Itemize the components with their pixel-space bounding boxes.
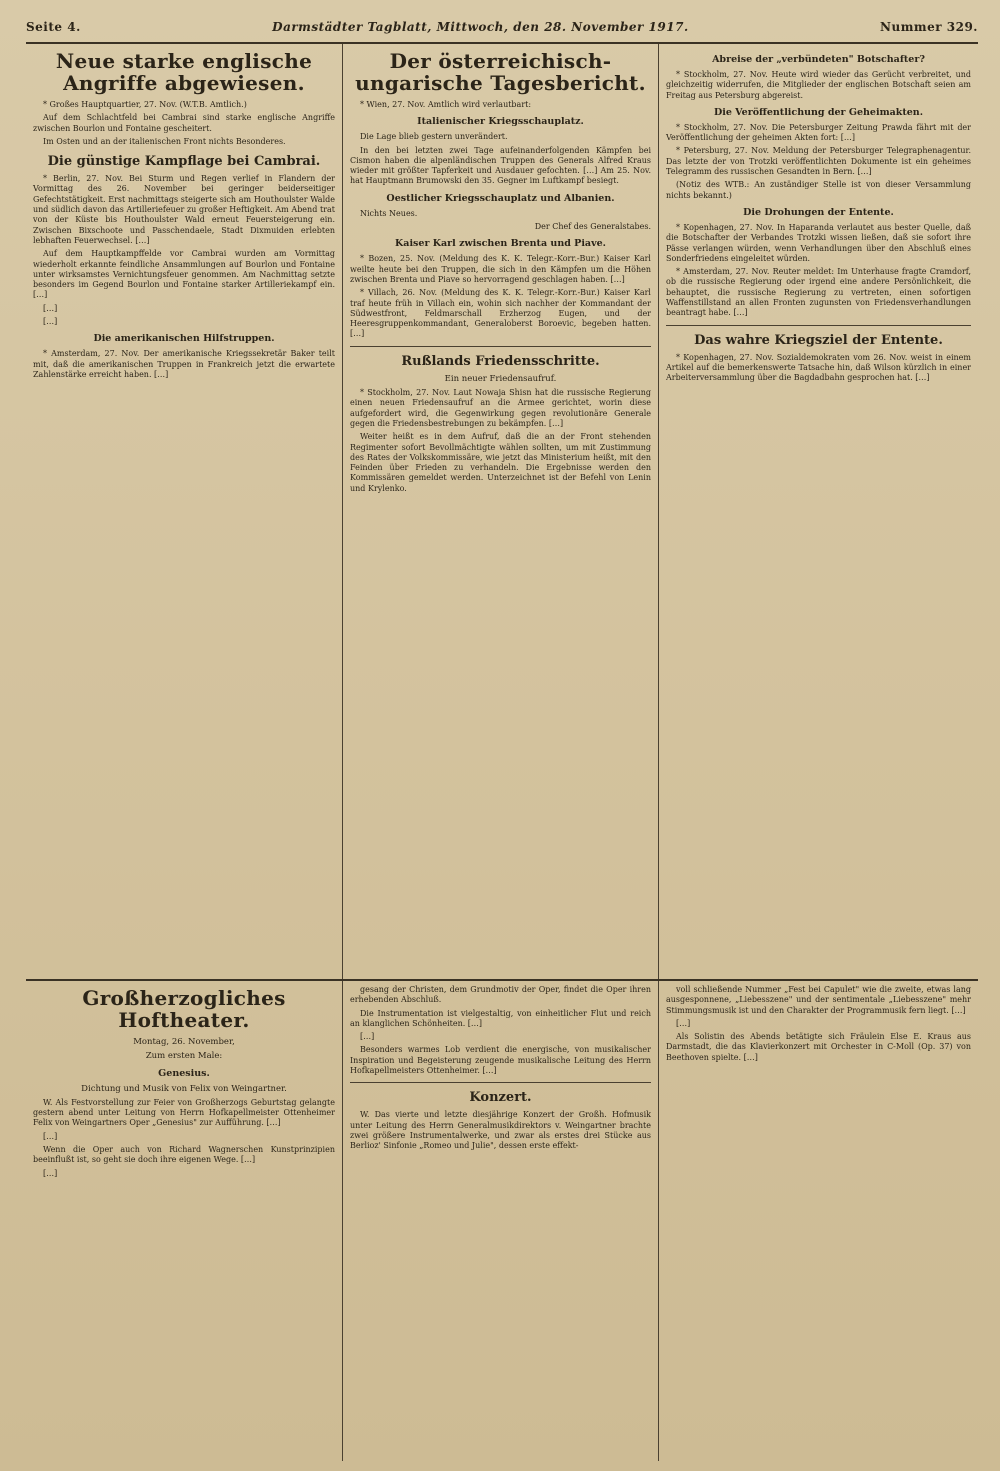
article-paragraph: […]	[43, 1131, 58, 1141]
article-paragraph: * Wien, 27. Nov. Amtlich wird verlautbart:	[360, 100, 532, 109]
article-paragraph: voll schließende Nummer „Fest bei Capulet" wie die zweite, etwas lang ausgesponnene, „Liebesszene" und der sentimentale „Liebesszene" mehr Stimmungsmusik ist und den Charakter der Programmusik fern liegt. […]	[666, 985, 971, 1015]
article-paragraph: * Amsterdam, 27. Nov. Reuter meldet: Im Unterhause fragte Cramdorf, ob die russische Regierung oder irgend eine andere Persönlichkeit, die behauptet, die russische Regierung zu vertreten, einen sofortigen Waffenstillstand an allen Fronten zugunsten von Friedensverhandlungen beantragt habe. […]	[666, 267, 971, 318]
article-paragraph: * Petersburg, 27. Nov. Meldung der Petersburger Telegraphenagentur. Das letzte der von Trotzki veröffentlichten Dokumente ist ein geheimes Telegramm des russischen Gesandten in Bern. […]	[666, 146, 971, 177]
article-paragraph: * Amsterdam, 27. Nov. Der amerikanische Kriegssekretär Baker teilt mit, daß die amerikanischen Truppen in Frankreich jetzt die erwartete Zahlenstärke erreicht haben. […]	[33, 349, 335, 379]
masthead	[26, 20, 978, 44]
headline-cambrai: Die günstige Kampflage bei Cambrai.	[47, 154, 321, 170]
opera-credit: Dichtung und Musik von Felix von Weingartner.	[81, 1083, 287, 1094]
article-paragraph: Auf dem Schlachtfeld bei Cambrai sind starke englische Angriffe zwischen Bourlon und Fontaine gescheitert.	[33, 113, 335, 133]
article-paragraph: Wenn die Oper auch von Richard Wagnerschen Kunstprinzipien beeinflußt ist, so geht sie doch ihre eigenen Wege. […]	[33, 1145, 335, 1165]
headline-american-troops: Die amerikanischen Hilfstruppen.	[93, 333, 275, 345]
page-number: Seite 4.	[26, 20, 81, 34]
article-paragraph: * Stockholm, 27. Nov. Die Petersburger Zeitung Prawda fährt mit der Veröffentlichung der geheimen Akten fort: […]	[666, 122, 971, 143]
headline-russia-peace: Rußlands Friedensschritte.	[401, 353, 600, 369]
article-paragraph: W. Das vierte und letzte diesjährige Konzert der Großh. Hofmusik unter Leitung des Herrn Generalmusikdirektors v. Weingartner brachte zwei größere Instrumentalwerke, und zwar als erstes drei Stücke aus Berlioz' Sinfonie „Romeo und Julie", dessen erste effekt-	[350, 1110, 651, 1151]
subheading-italian-theatre: Italienischer Kriegsschauplatz.	[417, 116, 584, 128]
headline-kaiser-karl: Kaiser Karl zwischen Brenta und Piave.	[395, 238, 606, 250]
article-paragraph: Die Instrumentation ist vielgestaltig, von einheitlicher Flut und reich an klanglichen Schönheiten. […]	[350, 1008, 651, 1028]
signature-chief-of-staff: Der Chef des Generalstabes.	[534, 222, 651, 232]
article-paragraph: * Villach, 26. Nov. (Meldung des K. K. Telegr.-Korr.-Bur.) Kaiser Karl traf heute früh in Villach ein, wohin sich nachher der Kommandant der Südwestfront, Feldmarschall Erzherzog Eugen, und der Heeresgruppenkommandant, Generaloberst Boroevic, begeben hatten. […]	[350, 288, 651, 339]
column-3	[658, 44, 978, 979]
headline-english-attacks: Neue starke englische Angriffe abgewiesen.	[55, 49, 313, 95]
headline-concert: Konzert.	[469, 1090, 532, 1106]
divider	[350, 1082, 651, 1083]
divider	[666, 325, 971, 326]
article-paragraph: Auf dem Hauptkampffelde vor Cambrai wurden am Vormittag wiederholt erkannte feindliche Ansammlungen auf Bourlon und Fontaine unter wirksamstes Vernichtungsfeuer genommen. Am Nachmittag setzte besonders im Gegend Bourlon und Fontaine starker Artilleriekampf ein. […]	[33, 249, 335, 300]
article-paragraph: […]	[43, 1168, 58, 1178]
article-paragraph: gesang der Christen, dem Grundmotiv der Oper, findet die Oper ihren erhebenden Abschluß.	[350, 985, 651, 1005]
article-paragraph: * Stockholm, 27. Nov. Heute wird wieder das Gerücht verbreitet, und gleichzeitig widerrufen, die Mitglieder der englischen Botschaft seien am Freitag aus Petersburg abgereist.	[666, 70, 971, 100]
article-paragraph: Die Lage blieb gestern unverändert.	[360, 132, 508, 142]
opera-title: Genesius.	[158, 1067, 210, 1079]
article-paragraph: * Kopenhagen, 27. Nov. In Haparanda verlautet aus bester Quelle, daß die Botschafter der Verbandes Trotzki wissen ließen, daß sie sofort ihre Pässe verlangen würden, wenn Verhandlungen über den Abschluß eines Sonderfriedens eingeleitet würden.	[666, 222, 971, 263]
article-paragraph: * Berlin, 27. Nov. Bei Sturm und Regen verlief in Flandern der Vormittag des 26. November bei geringer beiderseitiger Gefechtstätigkeit. Erst nachmittags steigerte sich am Houthoulster Walde und südlich davon das Artilleriefeuer zu großer Heftigkeit. Am Abend trat von der Küste bis Houthoulster Wald erneut Feuersteigerung ein. Zwischen Bixschoote und Passchendaele, Stadt Dixmuiden erlebten lebhaften Feuerwechsel. […]	[33, 174, 335, 245]
column-2	[342, 44, 658, 979]
article-paragraph: Im Osten und an der italienischen Front nichts Besonderes.	[43, 136, 286, 146]
article-paragraph: Weiter heißt es in dem Aufruf, daß die an der Front stehenden Regimenter sofort Bevollmächtigte wählen sollten, um mit Zustimmung des Rates der Volkskommissäre, wie jetzt das Ministerium heißt, mit den Feinden über Frieden zu verhandeln. Die Ergebnisse werden den Kommissären gemeldet werden. Unterzeichnet ist der Befehl von Lenin und Krylenko.	[350, 432, 651, 493]
headline-entente-threats: Die Drohungen der Entente.	[743, 206, 894, 218]
article-paragraph: (Notiz des WTB.: An zuständiger Stelle ist von dieser Versammlung nichts bekannt.)	[666, 180, 971, 200]
column-1	[26, 44, 342, 979]
article-paragraph: Nichts Neues.	[360, 208, 418, 218]
article-paragraph: * Bozen, 25. Nov. (Meldung des K. K. Telegr.-Korr.-Bur.) Kaiser Karl weilte heute bei den Truppen, die sich in den Kämpfen um die Höhen zwischen Brenta und Piave so hervorragend geschlagen haben. […]	[350, 254, 651, 284]
article-paragraph: * Stockholm, 27. Nov. Laut Nowaja Shisn hat die russische Regierung einen neuen Friedensaufruf an die Armee gerichtet, worin diese aufgefordert wird, die Gegenwirkung gegen revolutionäre Generale gegen die Friedensbestrebungen zu bekämpfen. […]	[350, 388, 651, 428]
article-paragraph: In den bei letzten zwei Tage aufeinanderfolgenden Kämpfen bei Cismon haben die alpenländischen Truppen des Generals Alfred Kraus wieder mit größter Tapferkeit und Ausdauer gefochten. […] Am 25. Nov. hat Hauptmann Brumowski den 35. Gegner im Luftkampf besiegt.	[350, 145, 651, 186]
lower-section-feuilleton	[26, 981, 978, 1461]
article-paragraph: […]	[676, 1018, 691, 1028]
headline-secret-files: Die Veröffentlichung der Geheimakten.	[713, 106, 924, 118]
issue-number: Nummer 329.	[880, 20, 978, 34]
subheadline-peace-appeal: Ein neuer Friedensaufruf.	[444, 373, 557, 384]
article-paragraph: * Kopenhagen, 27. Nov. Sozialdemokraten vom 26. Nov. weist in einem Artikel auf die bemerkenswerte Tatsache hin, daß Wilson kürzlich in einer Arbeiterversammlung über die Bagdadbahn gesprochen hat. […]	[666, 352, 971, 383]
column-2-lower	[342, 981, 658, 1461]
headline-entente-war-aim: Das wahre Kriegsziel der Entente.	[694, 332, 943, 348]
article-paragraph: W. Als Festvorstellung zur Feier von Großherzogs Geburtstag gelangte gestern abend unter Leitung von Herrn Hofkapellmeister Ottenheimer Felix von Weingartners Oper „Genesius" zur Aufführung. […]	[33, 1097, 335, 1128]
article-paragraph: […]	[43, 303, 58, 313]
headline-court-theatre: Großherzogliches Hoftheater.	[82, 986, 286, 1032]
headline-austro-hungarian-report: Der österreichisch-ungarische Tagesbericht.	[355, 49, 646, 95]
article-paragraph: […]	[43, 317, 58, 327]
upper-section	[26, 44, 978, 981]
headline-ambassadors-departure: Abreise der „verbündeten" Botschafter?	[712, 54, 925, 65]
subheading-eastern-theatre: Oestlicher Kriegsschauplatz und Albanien.	[386, 192, 615, 204]
newspaper-dateline: Darmstädter Tagblatt, Mittwoch, den 28. November 1917.	[272, 20, 689, 34]
performance-date: Montag, 26. November,	[133, 1037, 235, 1047]
column-1-lower	[26, 981, 342, 1461]
article-paragraph: […]	[360, 1032, 375, 1042]
column-3-lower	[658, 981, 978, 1461]
article-paragraph: * Großes Hauptquartier, 27. Nov. (W.T.B. Amtlich.)	[43, 100, 247, 109]
performance-note: Zum ersten Male:	[145, 1051, 223, 1062]
divider	[350, 346, 651, 347]
article-paragraph: Als Solistin des Abends betätigte sich Fräulein Else E. Kraus aus Darmstadt, die das Klavierkonzert mit Orchester in C-Moll (Op. 37) von Beethoven spielte. […]	[666, 1032, 971, 1062]
article-paragraph: Besonders warmes Lob verdient die energische, von musikalischer Inspiration und Begeisterung zeugende musikalische Leitung des Herrn Hofkapellmeisters Ottenheimer. […]	[350, 1045, 651, 1076]
